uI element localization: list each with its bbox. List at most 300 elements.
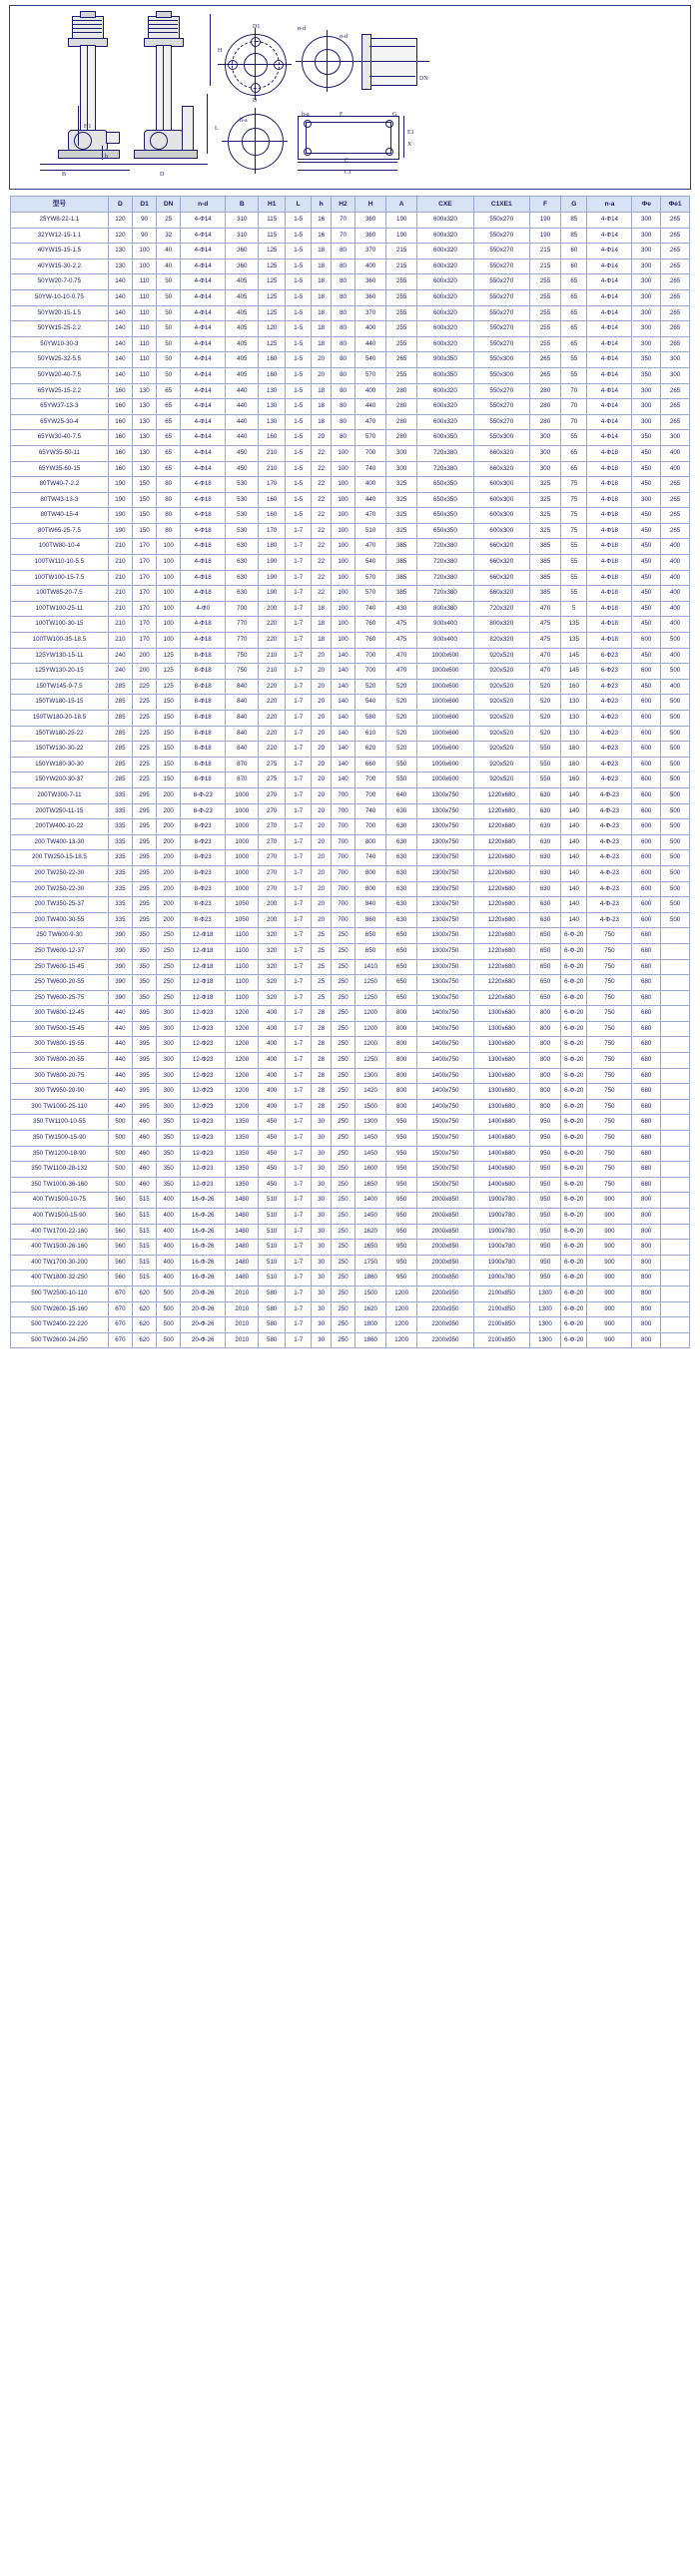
cell-value: 550x270 — [473, 289, 529, 305]
cell-value: 75 — [561, 492, 587, 508]
cell-value: 700 — [331, 881, 354, 897]
cell-value: 580 — [259, 1317, 285, 1333]
cell-value: 475 — [529, 617, 560, 633]
cell-value: 840 — [226, 726, 259, 742]
cell-value: 800 — [355, 881, 386, 897]
cell-value: 400 — [661, 445, 690, 461]
cell-value: 900 — [587, 1224, 632, 1240]
cell-value: 4-Ф18 — [181, 586, 226, 602]
cell-value: 560 — [108, 1193, 132, 1209]
cell-value: 660 — [355, 757, 386, 773]
cell-value: 55 — [561, 539, 587, 555]
cell-value: 1-7 — [285, 570, 311, 586]
cell-value: 80 — [331, 289, 354, 305]
cell-value: 450 — [632, 601, 661, 617]
cell-value: 300 — [632, 274, 661, 290]
cell-value: 385 — [386, 570, 417, 586]
cell-value: 520 — [386, 742, 417, 758]
cell-value: 110 — [132, 289, 156, 305]
cell-model: 80TW40-7-2.2 — [11, 477, 109, 493]
cell-value: 680 — [632, 1037, 661, 1053]
cell-value: 6-Ф23 — [587, 664, 632, 680]
cell-value: 500 — [661, 897, 690, 913]
cell-value: 1-7 — [285, 617, 311, 633]
cell-model: 350 TW1100-28-132 — [11, 1162, 109, 1178]
cell-value: 285 — [108, 711, 132, 727]
cell-value: 120 — [259, 321, 285, 337]
cell-value: 4-Ф14 — [587, 213, 632, 229]
cell-value: 750 — [587, 928, 632, 944]
cell-value: 22 — [312, 445, 332, 461]
cell-value: 950 — [529, 1240, 560, 1256]
cell-value: 2100x850 — [473, 1286, 529, 1301]
cell-value: 320 — [259, 959, 285, 975]
cell-value: 450 — [632, 617, 661, 633]
table-row — [11, 274, 690, 290]
cell-value: 1-7 — [285, 757, 311, 773]
cell-value: 405 — [226, 321, 259, 337]
cell-value: 6-Ф-20 — [561, 1115, 587, 1131]
cell-model: 200TW400-10-22 — [11, 819, 109, 835]
cell-value: 1220x680 — [473, 834, 529, 850]
cell-value: 12-Ф23 — [181, 1084, 226, 1100]
cell-value: 170 — [132, 617, 156, 633]
cell-value: 475 — [529, 633, 560, 649]
cell-value: 800 — [386, 1099, 417, 1115]
flange-bolt-hole-1 — [251, 37, 261, 47]
cell-value: 4-Ф18 — [181, 492, 226, 508]
cell-value: 100 — [331, 508, 354, 524]
cell-value: 6-Ф-20 — [561, 1053, 587, 1069]
cell-value: 335 — [108, 834, 132, 850]
cell-value: 560 — [108, 1224, 132, 1240]
cell-value: 300 — [157, 1021, 181, 1037]
cell-value: 700 — [226, 601, 259, 617]
cell-value: 170 — [259, 523, 285, 539]
cell-value: 720x320 — [473, 601, 529, 617]
cell-value: 4-Ф14 — [587, 430, 632, 446]
cell-value: 1600 — [355, 1162, 386, 1178]
cell-value: 190 — [529, 213, 560, 229]
cell-value: 140 — [108, 305, 132, 321]
cell-value: 1200 — [386, 1332, 417, 1348]
col-header-h2: H2 — [331, 197, 354, 213]
cell-value: 270 — [259, 834, 285, 850]
cell-value: 390 — [108, 990, 132, 1006]
cell-value: 170 — [132, 570, 156, 586]
cell-value: 440 — [226, 399, 259, 415]
cell-value: 225 — [132, 726, 156, 742]
cell-value: 1480 — [226, 1224, 259, 1240]
cell-value: 1-5 — [285, 445, 311, 461]
cell-value: 8-Ф18 — [181, 664, 226, 680]
cell-value: 1-7 — [285, 633, 311, 649]
table-row — [11, 943, 690, 959]
cell-value: 30 — [312, 1131, 332, 1147]
cell-value: 1900x780 — [473, 1209, 529, 1225]
table-row — [11, 897, 690, 913]
cell-value: 520 — [386, 726, 417, 742]
cell-value: 500 — [661, 912, 690, 928]
cell-value: 1200 — [226, 1099, 259, 1115]
cell-value: 550x270 — [473, 336, 529, 352]
cell-value: 20 — [312, 430, 332, 446]
flange-bolt-hole-3 — [228, 60, 238, 70]
cell-value: 950 — [386, 1240, 417, 1256]
table-row — [11, 414, 690, 430]
cell-value: 520 — [386, 679, 417, 695]
cell-value: 1000 — [226, 819, 259, 835]
drawing-label: F — [340, 112, 344, 118]
cell-value: 740 — [355, 461, 386, 477]
cell-value: 65 — [157, 461, 181, 477]
cell-value: 130 — [132, 399, 156, 415]
cell-model: 200TW250-11-15 — [11, 803, 109, 819]
cell-value: 1000 — [226, 787, 259, 803]
cell-value: 395 — [132, 1053, 156, 1069]
hub-centerline-v — [327, 30, 328, 92]
cell-value: 900 — [587, 1255, 632, 1271]
drawing-label: D — [253, 98, 258, 104]
cell-value: 4-Ф23 — [587, 711, 632, 727]
cell-value: 1-7 — [285, 897, 311, 913]
cell-value: 170 — [132, 555, 156, 571]
cell-value: 12-Ф23 — [181, 1021, 226, 1037]
cell-value: 1300x750 — [417, 803, 473, 819]
cell-value: 405 — [226, 305, 259, 321]
cell-value: 650x350 — [417, 508, 473, 524]
cell-value: 680 — [632, 975, 661, 991]
cell-value: 6-Ф-20 — [561, 1131, 587, 1147]
cell-value: 460 — [132, 1177, 156, 1193]
cell-value: 18 — [312, 258, 332, 274]
cell-value: 160 — [259, 352, 285, 368]
cell-value: 470 — [355, 508, 386, 524]
cell-value: 335 — [108, 787, 132, 803]
cell-value: 335 — [108, 803, 132, 819]
cell-value: 450 — [632, 523, 661, 539]
cell-value: 450 — [259, 1131, 285, 1147]
cell-value: 220 — [259, 711, 285, 727]
cell-value: 100 — [132, 258, 156, 274]
cell-model: 400 TW1700-30-200 — [11, 1255, 109, 1271]
cell-value: 515 — [132, 1255, 156, 1271]
cell-model: 250 TW600-15-45 — [11, 959, 109, 975]
cell-value: 335 — [108, 912, 132, 928]
cell-value: 750 — [587, 1053, 632, 1069]
cell-value: 1420 — [355, 1084, 386, 1100]
cell-value: 1300x750 — [417, 850, 473, 866]
cell-value: 4-Ф18 — [587, 539, 632, 555]
cell-model: 150TW145-9-7.5 — [11, 679, 109, 695]
cell-value: 600x320 — [417, 244, 473, 259]
cell-value: 1-7 — [285, 1021, 311, 1037]
cell-value: 280 — [386, 399, 417, 415]
cell-value: 140 — [561, 819, 587, 835]
cell-value: 500 — [661, 633, 690, 649]
cell-value: 6-Ф-20 — [561, 1006, 587, 1022]
cell-value — [661, 1193, 690, 1209]
cell-value: 800 — [632, 1286, 661, 1301]
cell-value: 6-Ф-20 — [561, 1021, 587, 1037]
cell-value: 140 — [108, 289, 132, 305]
cell-value: 225 — [132, 742, 156, 758]
cell-value: 1220x680 — [473, 803, 529, 819]
cell-value: 1300x750 — [417, 975, 473, 991]
cell-value: 200 — [157, 834, 181, 850]
cell-value — [661, 1037, 690, 1053]
cell-value: 20 — [312, 726, 332, 742]
cell-value: 4-Ф18 — [587, 586, 632, 602]
cell-value: 335 — [108, 850, 132, 866]
cell-value: 1-5 — [285, 383, 311, 399]
cell-value: 570 — [355, 430, 386, 446]
drawing-label: G — [392, 112, 397, 118]
cell-value: 900x400 — [417, 633, 473, 649]
cell-value: 250 — [331, 1240, 354, 1256]
col-header-h: h — [312, 197, 332, 213]
cell-value: 115 — [259, 213, 285, 229]
cell-value: 950 — [529, 1115, 560, 1131]
cell-model: 250 TW600-20-55 — [11, 975, 109, 991]
cell-model: 200 TW250-22-30 — [11, 881, 109, 897]
cell-value: 630 — [529, 803, 560, 819]
cell-value: 90 — [132, 228, 156, 244]
cell-value: 740 — [355, 803, 386, 819]
cell-value: 140 — [331, 773, 354, 788]
cell-value: 1000 — [226, 803, 259, 819]
cell-model: 250 TW600-25-75 — [11, 990, 109, 1006]
cell-value: 2010 — [226, 1332, 259, 1348]
cell-value: 1-7 — [285, 695, 311, 711]
cell-value: 600x300 — [473, 508, 529, 524]
cell-value: 1480 — [226, 1271, 259, 1287]
cell-value: 80 — [331, 399, 354, 415]
cell-value: 650 — [386, 975, 417, 991]
cell-value: 250 — [331, 1286, 354, 1301]
cell-value: 450 — [632, 570, 661, 586]
cell-value: 1400x680 — [473, 1146, 529, 1162]
cell-value: 395 — [132, 1006, 156, 1022]
cell-value: 470 — [355, 414, 386, 430]
cell-value: 225 — [132, 773, 156, 788]
cell-value: 720x380 — [417, 570, 473, 586]
cell-value: 800 — [529, 1006, 560, 1022]
flange-bolt-hole-2 — [251, 83, 261, 93]
cell-value: 750 — [587, 943, 632, 959]
cell-value: 12-Ф23 — [181, 1006, 226, 1022]
cell-value: 500 — [157, 1301, 181, 1317]
cell-value: 400 — [259, 1053, 285, 1069]
cell-value: 800 — [529, 1084, 560, 1100]
cell-value: 6-Ф-20 — [561, 1209, 587, 1225]
cell-value: 4-Ф14 — [587, 414, 632, 430]
cell-value: 430 — [386, 601, 417, 617]
cell-value: 450 — [259, 1115, 285, 1131]
cell-value: 460 — [132, 1162, 156, 1178]
cell-value: 4-Ф23 — [587, 726, 632, 742]
cell-value: 210 — [259, 664, 285, 680]
cell-value: 220 — [259, 679, 285, 695]
cell-value: 65 — [561, 289, 587, 305]
cell-value: 65 — [561, 321, 587, 337]
col-header-h1: H1 — [259, 197, 285, 213]
cell-value: 520 — [529, 695, 560, 711]
cell-model: 100TW110-10-5.5 — [11, 555, 109, 571]
cell-value: 150 — [132, 523, 156, 539]
cell-value: 450 — [632, 445, 661, 461]
cell-value: 300 — [157, 1037, 181, 1053]
cell-value: 150 — [132, 508, 156, 524]
cell-value: 510 — [259, 1255, 285, 1271]
cell-value: 520 — [529, 711, 560, 727]
cell-value: 400 — [661, 461, 690, 477]
cell-model: 50YW-10-10-0.75 — [11, 289, 109, 305]
cell-value: 320 — [259, 943, 285, 959]
drawing-label: X — [407, 142, 412, 148]
cell-model: 150TW180-20-18.5 — [11, 711, 109, 727]
cell-value: 450 — [632, 461, 661, 477]
cell-value: 190 — [108, 508, 132, 524]
cell-value: 20 — [312, 648, 332, 664]
cell-value: 390 — [108, 928, 132, 944]
cell-value: 1-5 — [285, 258, 311, 274]
cell-value: 570 — [355, 367, 386, 383]
cell-value: 20 — [312, 679, 332, 695]
cell-value: 8-Ф23 — [181, 897, 226, 913]
cell-value: 750 — [587, 1115, 632, 1131]
cell-value — [661, 1209, 690, 1225]
cell-value: 22 — [312, 555, 332, 571]
cell-value: 515 — [132, 1224, 156, 1240]
cell-value: 800 — [632, 1193, 661, 1209]
cell-value: 600 — [632, 742, 661, 758]
cell-value: 55 — [561, 555, 587, 571]
cell-value: 300 — [632, 228, 661, 244]
cell-value: 125 — [259, 244, 285, 259]
col-header-nd: n-d — [181, 197, 226, 213]
cell-value — [661, 1006, 690, 1022]
cell-value: 12-Ф23 — [181, 1131, 226, 1147]
cell-value: 1300x750 — [417, 819, 473, 835]
table-row — [11, 228, 690, 244]
drawing-label: H1 — [84, 124, 92, 130]
cell-value: 1-7 — [285, 865, 311, 881]
cell-value: 600x320 — [417, 414, 473, 430]
cell-value: 1300x750 — [417, 943, 473, 959]
cell-value: 250 — [331, 1255, 354, 1271]
cell-value: 4-Ф18 — [587, 617, 632, 633]
cell-value: 1480 — [226, 1209, 259, 1225]
drawing-label: h — [105, 154, 108, 160]
cell-value: 400 — [355, 258, 386, 274]
impeller-circle-left — [74, 132, 92, 150]
cell-value: 350 — [157, 1162, 181, 1178]
col-header-dn: DN — [157, 197, 181, 213]
table-row — [11, 711, 690, 727]
cell-value: 100 — [157, 539, 181, 555]
cell-value: 1-5 — [285, 477, 311, 493]
cell-model: 100TW100-25-11 — [11, 601, 109, 617]
cell-value: 440 — [355, 336, 386, 352]
cell-value: 140 — [108, 321, 132, 337]
cell-value: 600 — [632, 633, 661, 649]
cell-value: 920x520 — [473, 648, 529, 664]
cell-value: 600x320 — [417, 399, 473, 415]
cell-value: 405 — [226, 352, 259, 368]
cell-value: 550x270 — [473, 414, 529, 430]
cell-value: 1350 — [226, 1177, 259, 1193]
cell-value: 265 — [661, 258, 690, 274]
cell-value: 1-7 — [285, 1209, 311, 1225]
col-header-na: n-a — [587, 197, 632, 213]
cell-value: 700 — [355, 787, 386, 803]
cell-value: 325 — [529, 492, 560, 508]
cell-value: 270 — [259, 865, 285, 881]
cell-value: 700 — [355, 819, 386, 835]
cell-value: 600x320 — [417, 213, 473, 229]
cell-value — [661, 1255, 690, 1271]
table-row — [11, 1084, 690, 1100]
drawing-label: B — [62, 172, 67, 178]
cell-value: 265 — [661, 399, 690, 415]
cell-value: 100 — [331, 617, 354, 633]
cell-value: 500 — [661, 819, 690, 835]
cell-value: 1300 — [355, 1068, 386, 1084]
cell-value: 6-Ф-20 — [561, 975, 587, 991]
cell-value: 160 — [259, 430, 285, 446]
cell-model: 80TW40-15-4 — [11, 508, 109, 524]
table-row — [11, 881, 690, 897]
cell-value: 800 — [386, 1021, 417, 1037]
cell-value: 405 — [226, 336, 259, 352]
cell-value: 1-7 — [285, 1006, 311, 1022]
cell-value: 2100x850 — [473, 1332, 529, 1348]
cell-value: 250 — [157, 990, 181, 1006]
cell-value: 680 — [632, 1099, 661, 1115]
cell-value: 1000x600 — [417, 773, 473, 788]
cell-value: 250 — [331, 943, 354, 959]
cell-value: 295 — [132, 787, 156, 803]
cell-value: 680 — [632, 1068, 661, 1084]
cell-value: 450 — [226, 445, 259, 461]
cell-value: 110 — [132, 367, 156, 383]
cell-value: 215 — [529, 244, 560, 259]
col-header-fe1: Фe1 — [661, 197, 690, 213]
cell-value: 285 — [108, 695, 132, 711]
cell-value: 160 — [561, 742, 587, 758]
cell-value: 670 — [108, 1332, 132, 1348]
cell-value: 920x520 — [473, 757, 529, 773]
motor-top-cap-left — [80, 11, 96, 18]
cell-value: 300 — [632, 213, 661, 229]
cell-value: 250 — [331, 1301, 354, 1317]
cell-value: 660x320 — [473, 586, 529, 602]
cell-value: 520 — [529, 679, 560, 695]
cell-value: 650 — [529, 990, 560, 1006]
cell-value: 250 — [331, 959, 354, 975]
cell-value: 8-Ф23 — [181, 819, 226, 835]
cell-value: 6-Ф-20 — [561, 1271, 587, 1287]
cell-value: 840 — [226, 711, 259, 727]
cell-value: 630 — [529, 865, 560, 881]
cell-value: 60 — [561, 244, 587, 259]
cell-value: 1-5 — [285, 336, 311, 352]
cell-value: 1860 — [355, 1271, 386, 1287]
cell-value: 4-Ф14 — [181, 461, 226, 477]
cell-value: 70 — [561, 383, 587, 399]
cell-value: 4-Ф-23 — [587, 787, 632, 803]
